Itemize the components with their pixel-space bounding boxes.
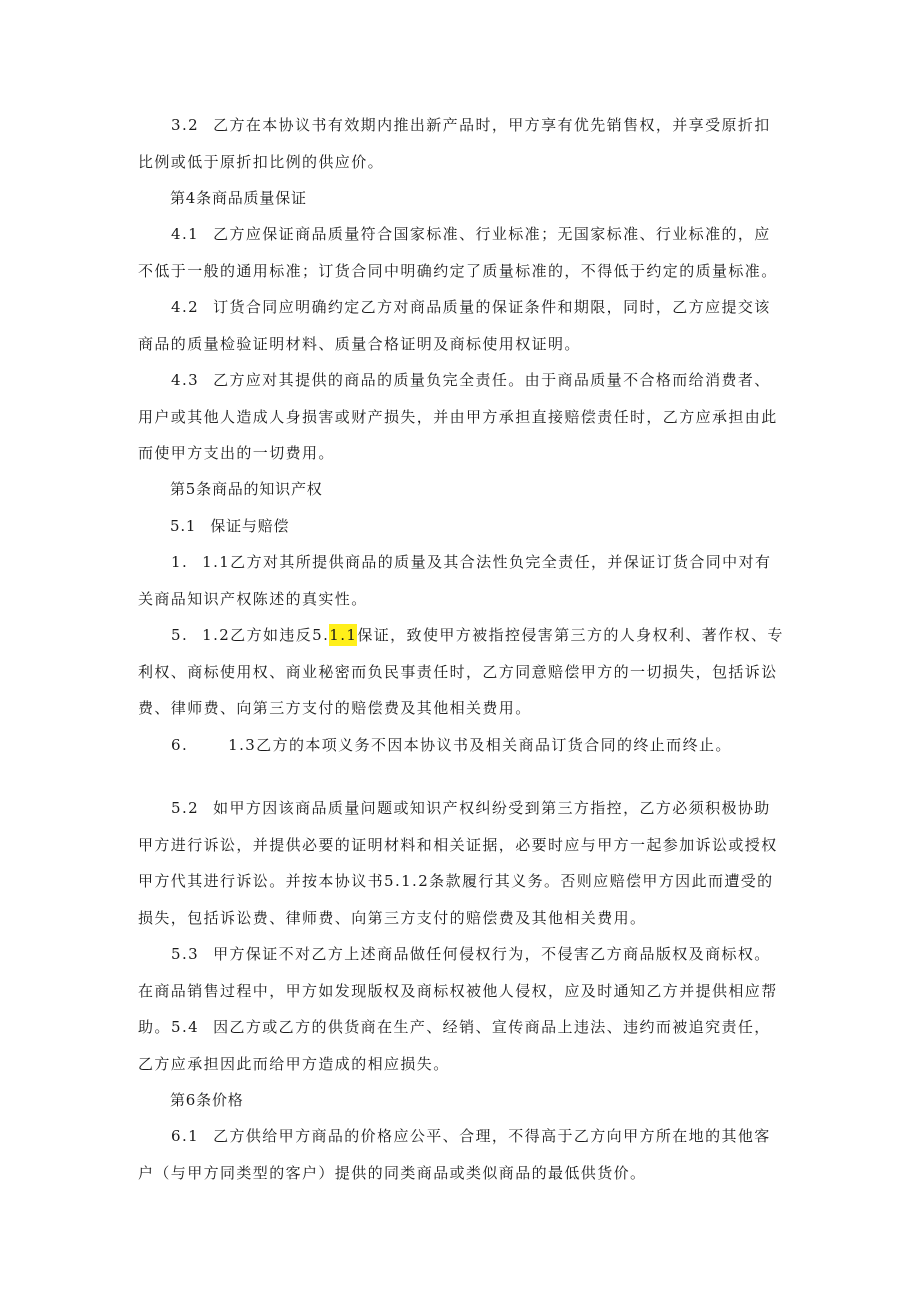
clause-number: 4.3 (171, 371, 200, 389)
paragraph-item-6 (138, 727, 786, 764)
paragraph-3-2 (138, 107, 786, 180)
clause-text: 乙方在本协议书有效期内推出新产品时，甲方享有优先销售权，并享受原折扣比例或低于原折扣比例的供应价。 (138, 116, 771, 171)
clause-number: 4.2 (171, 298, 200, 316)
clause-number: 6.1 (171, 1127, 200, 1145)
paragraph-6-1 (138, 1118, 786, 1191)
item-number: 1. (171, 553, 189, 571)
item-text-post: 保证，致使甲方被指控侵害第三方的人身权利、著作权、专利权、商标使用权、商业秘密而负民事责任时，乙方同意赔偿甲方的一切损失，包括诉讼费、律师费、向第三方支付的赔偿费及其他相关费用。 (138, 626, 784, 717)
clause-text: 乙方供给甲方商品的价格应公平、合理，不得高于乙方向甲方所在地的其他客户（与甲方同类型的客户）提供的同类商品或类似商品的最低供货价。 (138, 1127, 771, 1182)
item-text: 1.1乙方对其所提供商品的质量及其合法性负完全责任，并保证订货合同中对有关商品知识产权陈述的真实性。 (138, 553, 772, 608)
clause-number: 5.2 (171, 799, 200, 817)
paragraph-5-4 (138, 1009, 786, 1082)
clause-number: 5.1 (170, 517, 197, 535)
clause-text: 订货合同应明确约定乙方对商品质量的保证条件和期限，同时，乙方应提交该商品的质量检验证明材料、质量合格证明及商标使用权证明。 (138, 298, 771, 353)
item-number: 5. (171, 626, 189, 644)
section-heading-4: 第4条商品质量保证 (170, 189, 307, 207)
clause-text: 乙方应保证商品质量符合国家标准、行业标准；无国家标准、行业标准的，应不低于一般的通用标准；订货合同中明确约定了质量标准的，不得低于约定的质量标准。 (138, 225, 778, 280)
item-text-pre: 1.2乙方如违反5. (202, 626, 330, 644)
clause-number: 5.3 (171, 945, 200, 963)
paragraph-4-1 (138, 216, 786, 289)
item-number: 6. (171, 736, 189, 754)
paragraph-4-2 (138, 289, 786, 362)
clause-text: 乙方应对其提供的商品的质量负完全责任。由于商品质量不合格而给消费者、用户或其他人造成人身损害或财产损失，并由甲方承担直接赔偿责任时，乙方应承担由此而使甲方支出的一切费用。 (138, 371, 778, 462)
clause-number: 4.1 (171, 225, 200, 243)
item-text: 1.3乙方的本项义务不因本协议书及相关商品订货合同的终止而终止。 (228, 736, 732, 754)
clause-text: 如甲方因该商品质量问题或知识产权纠纷受到第三方指控，乙方必须积极协助甲方进行诉讼，并提供必要的证明材料和相关证据，必要时应与甲方一起参加诉讼或授权甲方代其进行诉讼。并按本协议书5.1.2条款履行其义务。否则应赔偿甲方因此而遭受的损失，包括诉讼费、律师费、向第三方支付的赔偿费及其他相关费用。 (138, 799, 778, 927)
section-heading-6: 第6条价格 (170, 1091, 244, 1109)
paragraph-item-1 (138, 544, 786, 617)
clause-text: 甲方保证不对乙方上述商品做任何侵权行为，不侵害乙方商品版权及商标权。在商品销售过程中，甲方如发现版权及商标权被他人侵权，应及时通知乙方并提供相应帮助。 (138, 945, 778, 1036)
clause-number: 5.4 (171, 1018, 200, 1036)
highlighted-reference: 1.1 (329, 626, 358, 644)
paragraph-4-3 (138, 362, 786, 472)
paragraph-5-2 (138, 790, 786, 936)
clause-text: 保证与赔偿 (210, 517, 290, 535)
subsection-heading-5-1 (170, 508, 289, 544)
section-heading-5: 第5条商品的知识产权 (170, 480, 323, 498)
clause-text: 因乙方或乙方的供货商在生产、经销、宣传商品上违法、违约而被追究责任，乙方应承担因此而给甲方造成的相应损失。 (138, 1018, 771, 1073)
paragraph-item-5 (138, 617, 786, 727)
clause-number: 3.2 (171, 116, 200, 134)
